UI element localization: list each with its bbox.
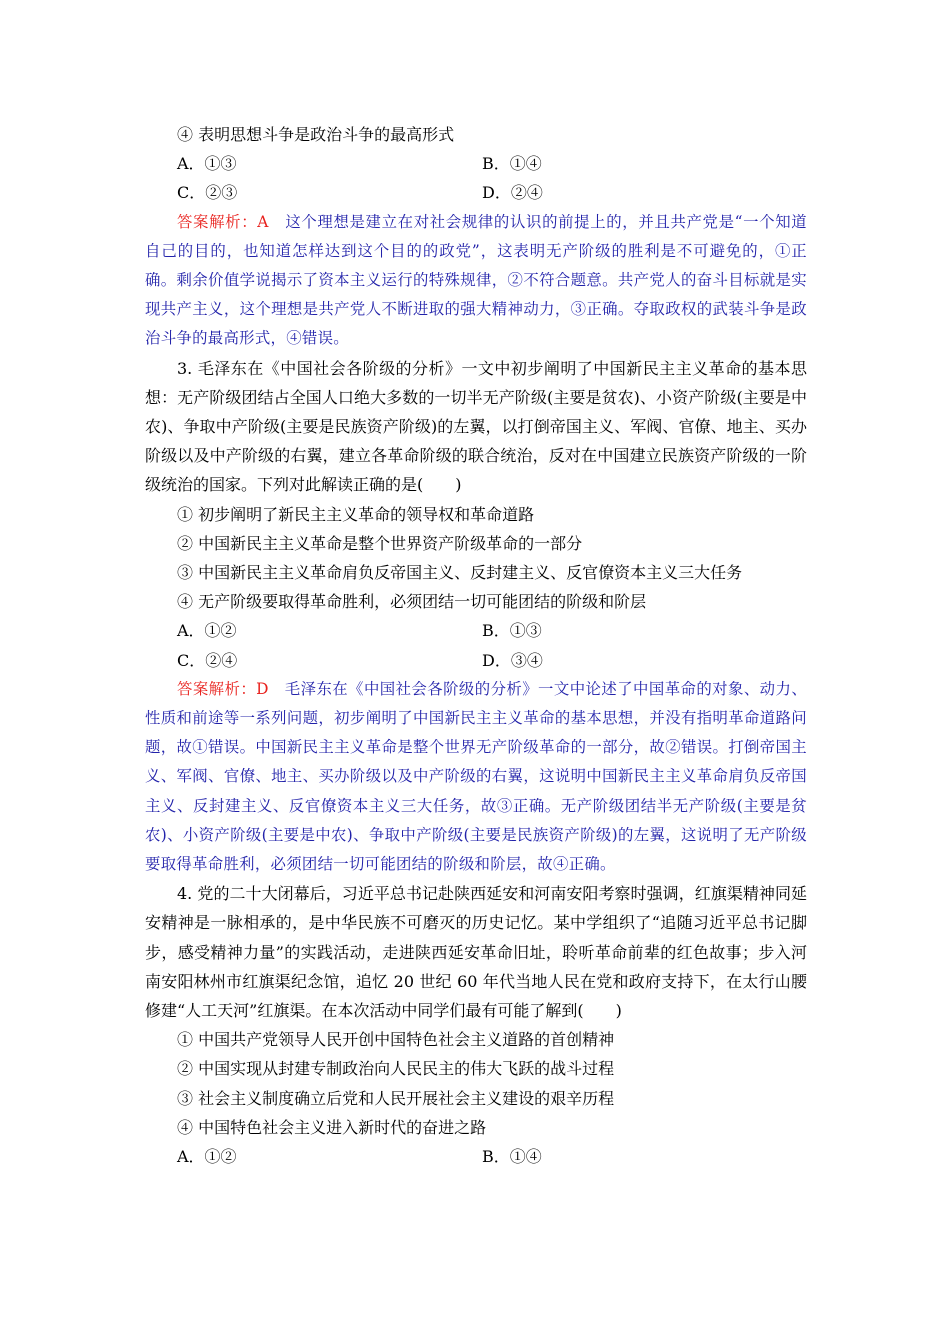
q3-statement-3: ③ 中国新民主主义革命肩负反帝国主义、反封建主义、反官僚资本主义三大任务 bbox=[177, 563, 743, 583]
q2-option-a: A．①③ bbox=[177, 154, 237, 174]
q4-statement-4: ④ 中国特色社会主义进入新时代的奋进之路 bbox=[177, 1117, 487, 1137]
q2-option-d: D．②④ bbox=[482, 183, 543, 203]
q4-stem: 4. 党的二十大闭幕后，习近平总书记赴陕西延安和河南安阳考察时强调，红旗渠精神同延安精神是一脉相承的，是中华民族不可磨灭的历史记忆。某中学组织了“追随习近平总书记脚步，感受精神力量”的实践活动，走进陕西延安革命旧址，聆听革命前辈的红色故事；步入河南安阳林州市红旗渠纪念馆，追忆 20 世纪 60 年代当地人民在党和政府支持下，在太行山腰修建“人工天河”红旗渠。在本次活动中同学们最有可能了解到( ) bbox=[145, 884, 807, 1021]
q3-options-row-2 bbox=[145, 646, 807, 675]
q2-answer-label: 答案解析：A bbox=[177, 212, 269, 231]
q3-statement-1: ① 初步阐明了新民主主义革命的领导权和革命道路 bbox=[177, 504, 535, 524]
q4-option-b: B．①④ bbox=[482, 1147, 542, 1167]
q2-answer-explanation bbox=[145, 208, 807, 354]
q2-answer-text: 这个理想是建立在对社会规律的认识的前提上的，并且共产党是“一个知道自己的目的，也知道怎样达到这个目的的政党”，这表明无产阶级的胜利是不可避免的，①正确。剩余价值学说揭示了资本主义运行的特殊规律，②不符合题意。共产党人的奋斗目标就是实现共产主义，这个理想是共产党人不断进取的强大精神动力，③正确。夺取政权的武装斗争是政治斗争的最高形式，④错误。 bbox=[145, 212, 807, 348]
q4-options-row-1 bbox=[145, 1142, 807, 1171]
q2-options-row-1 bbox=[145, 149, 807, 178]
document-page bbox=[145, 120, 807, 1171]
q2-options-row-2 bbox=[145, 178, 807, 207]
q3-options-row-1 bbox=[145, 616, 807, 645]
q4-statement-1: ① 中国共产党领导人民开创中国特色社会主义道路的首创精神 bbox=[177, 1030, 615, 1050]
q4-option-a: A．①② bbox=[177, 1147, 237, 1167]
q3-option-b: B．①③ bbox=[482, 621, 542, 641]
q2-option-c: C．②③ bbox=[177, 183, 238, 203]
q4-statement-2: ② 中国实现从封建专制政治向人民民主的伟大飞跃的战斗过程 bbox=[177, 1059, 615, 1079]
q3-option-d: D．③④ bbox=[482, 650, 543, 670]
q3-option-a: A．①② bbox=[177, 621, 237, 641]
q3-answer-explanation bbox=[145, 675, 807, 879]
q2-option-b: B．①④ bbox=[482, 154, 542, 174]
q3-statement-4: ④ 无产阶级要取得革命胜利，必须团结一切可能团结的阶级和阶层 bbox=[177, 592, 647, 612]
q3-stem: 3. 毛泽东在《中国社会各阶级的分析》一文中初步阐明了中国新民主主义革命的基本思想：无产阶级团结占全国人口绝大多数的一切半无产阶级(主要是贫农)、小资产阶级(主要是中农)、争取中产阶级(主要是民族资产阶级)的左翼，以打倒帝国主义、军阀、官僚、地主、买办阶级以及中产阶级的右翼，建立各革命阶级的联合统治，反对在中国建立民族资产阶级的一阶级统治的国家。下列对此解读正确的是( ) bbox=[145, 358, 807, 495]
q3-statement-2: ② 中国新民主主义革命是整个世界资产阶级革命的一部分 bbox=[177, 533, 583, 553]
q3-answer-text: 毛泽东在《中国社会各阶级的分析》一文中论述了中国革命的对象、动力、性质和前途等一系列问题，初步阐明了中国新民主主义革命的基本思想，并没有指明革命道路问题，故①错误。中国新民主主义革命是整个世界无产阶级革命的一部分，故②错误。打倒帝国主义、军阀、官僚、地主、买办阶级以及中产阶级的右翼，这说明中国新民主主义革命肩负反帝国主义、反封建主义、反官僚资本主义三大任务，故③正确。无产阶级团结半无产阶级(主要是贫农)、小资产阶级(主要是中农)、争取中产阶级(主要是民族资产阶级)的左翼，这说明了无产阶级要取得革命胜利，必须团结一切可能团结的阶级和阶层，故④正确。 bbox=[145, 679, 808, 874]
q3-answer-label: 答案解析：D bbox=[177, 679, 269, 698]
q3-option-c: C．②④ bbox=[177, 650, 238, 670]
q4-statement-3: ③ 社会主义制度确立后党和人民开展社会主义建设的艰辛历程 bbox=[177, 1088, 615, 1108]
q2-statement-4: ④ 表明思想斗争是政治斗争的最高形式 bbox=[177, 125, 455, 144]
